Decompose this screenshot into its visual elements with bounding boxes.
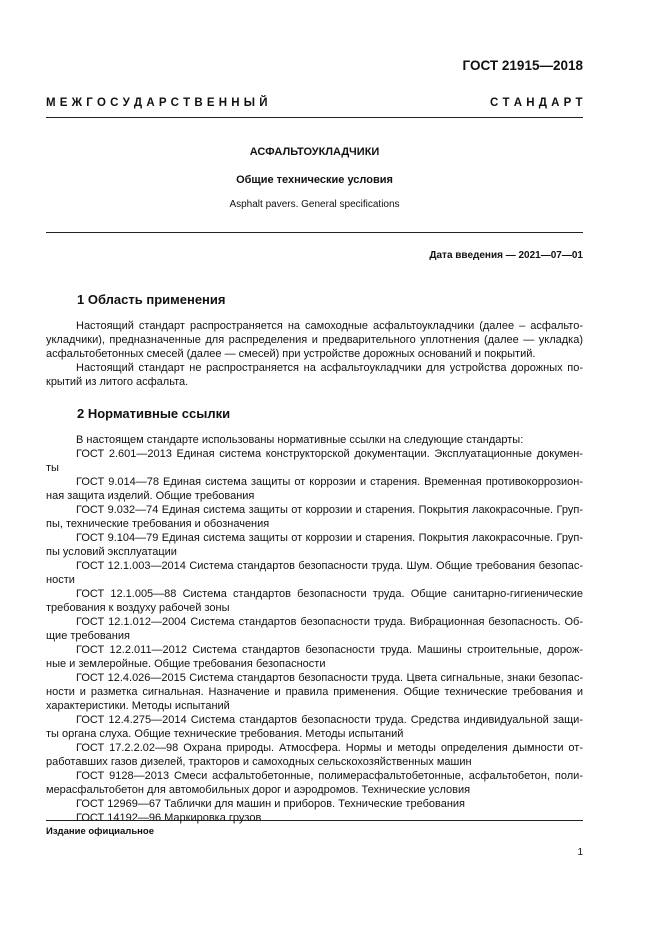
section-1-paragraph: Настоящий стандарт распространяется на самоходные асфальтоукладчики (далее – асфальто-укладчики), предназначенные для распределения и предварительного уплотнения (далее — укладка) асфальтобетонных смесей (далее — смесей) при устройстве дорожных оснований и покрытий.	[46, 320, 583, 360]
reference-item: ГОСТ 12.4.026—2015 Система стандартов безопасности труда. Цвета сигнальные, знаки безопас-ности и разметка сигнальная. Назначение и правила применения. Общие технические требования и характеристики. Методы испытаний	[46, 672, 583, 712]
reference-item: ГОСТ 12.2.011—2012 Система стандартов безопасности труда. Машины строительные, дорож-ные и землеройные. Общие требования безопасности	[46, 644, 583, 670]
footer-rule	[46, 820, 583, 821]
interstate-standard-banner	[46, 97, 583, 109]
section-1-paragraph: Настоящий стандарт не распространяется на асфальтоукладчики для устройства дорожных по-крытий из литого асфальта.	[46, 362, 583, 388]
section-1-body	[46, 319, 583, 389]
document-english-title: Asphalt pavers. General specifications	[229, 199, 400, 210]
document-title: АСФАЛЬТОУКЛАДЧИКИ	[249, 146, 380, 158]
introduction-date: Дата введения — 2021—07—01	[429, 250, 583, 261]
references-lead: В настоящем стандарте использованы нормативные ссылки на следующие стандарты:	[76, 434, 524, 446]
page-number: 1	[577, 847, 583, 858]
document-id: ГОСТ 21915—2018	[462, 58, 583, 73]
edition-note: Издание официальное	[46, 826, 154, 837]
reference-item: ГОСТ 12.1.003—2014 Система стандартов безопасности труда. Шум. Общие требования безопас-ности	[46, 560, 583, 586]
reference-item: ГОСТ 12.4.275—2014 Система стандартов безопасности труда. Средства индивидуальной защи-ты органа слуха. Общие технические требования. Методы испытаний	[46, 714, 583, 740]
title-rule	[46, 232, 583, 233]
reference-item: ГОСТ 2.601—2013 Единая система конструкторской документации. Эксплуатационные докумен-ты	[46, 448, 583, 474]
reference-item: ГОСТ 9128—2013 Смеси асфальтобетонные, полимерасфальтобетонные, асфальтобетон, поли-мерасфальтобетон для автомобильных дорог и аэродромов. Технические условия	[46, 770, 583, 796]
reference-item: ГОСТ 14192—96 Маркировка грузов	[76, 812, 262, 824]
reference-item: ГОСТ 9.104—79 Единая система защиты от коррозии и старения. Покрытия лакокрасочные. Груп-пы условий эксплуатации	[46, 532, 583, 558]
reference-item: ГОСТ 12.1.012—2004 Система стандартов безопасности труда. Вибрационная безопасность. Об-щие требования	[46, 616, 583, 642]
reference-item: ГОСТ 12969—67 Таблички для машин и приборов. Технические требования	[76, 798, 466, 810]
top-rule	[46, 117, 583, 118]
reference-item: ГОСТ 12.1.005—88 Система стандартов безопасности труда. Общие санитарно-гигиенические требования к воздуху рабочей зоны	[46, 588, 583, 614]
banner-word-standard: С Т А Н Д А Р Т	[490, 97, 583, 109]
section-2-body	[46, 433, 583, 825]
reference-item: ГОСТ 9.032—74 Единая система защиты от коррозии и старения. Покрытия лакокрасочные. Груп-пы, технические требования и обозначения	[46, 504, 583, 530]
document-subtitle: Общие технические условия	[236, 174, 393, 186]
section-2-heading: 2 Нормативные ссылки	[77, 406, 231, 421]
section-1-heading: 1 Область применения	[77, 292, 226, 307]
reference-item: ГОСТ 9.014—78 Единая система защиты от коррозии и старения. Временная противокоррозион-ная защита изделий. Общие требования	[46, 476, 583, 502]
reference-item: ГОСТ 17.2.2.02—98 Охрана природы. Атмосфера. Нормы и методы определения дымности от-работавших газов дизелей, тракторов и самоходных сельскохозяйственных машин	[46, 742, 583, 768]
banner-word-interstate: М Е Ж Г О С У Д А Р С Т В Е Н Н Ы Й	[46, 97, 268, 109]
